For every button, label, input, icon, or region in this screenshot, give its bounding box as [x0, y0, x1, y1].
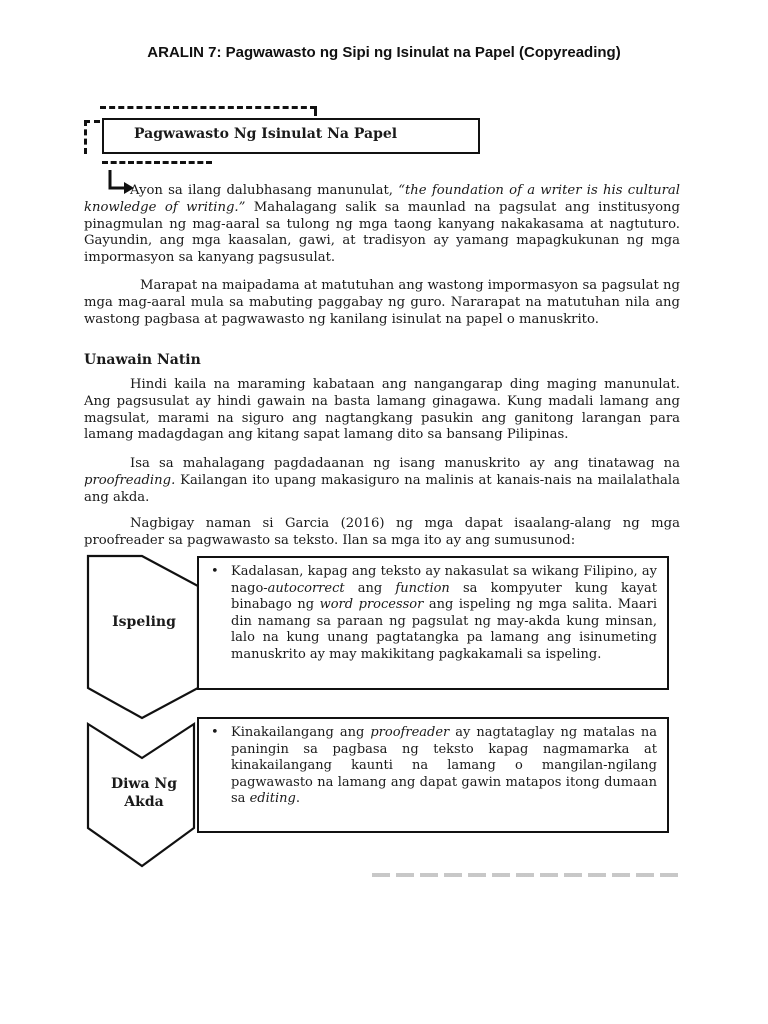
item-diwa-bullet-row — [207, 725, 657, 808]
intro-p2-text: Marapat na maipadama at matutuhan ang wastong impormasyon sa pagsulat ng mga mag-aaral mula sa mabuting paggabay ng guro. Nararapat na matutuhan nila ang wastong pagbasa at pagwawasto ng kanilang isinulat na papel o manuskrito. — [84, 278, 680, 327]
heading-box — [102, 118, 480, 154]
item-diwa-text — [231, 725, 657, 808]
item-diwa-label-line1: Diwa Ng — [110, 776, 178, 792]
intro-paragraph-2 — [84, 278, 680, 328]
ispeling-text-em: word processor — [319, 597, 424, 613]
ispeling-text-part: ang — [344, 580, 396, 596]
chevron-ispeling-shape — [88, 554, 194, 726]
item-ispeling-label: Ispeling — [112, 614, 176, 630]
intro-paragraph-1 — [84, 183, 680, 267]
section-paragraph-3 — [84, 516, 680, 550]
ispeling-text-part: sa kompyuter kung kayat binabago ng — [231, 580, 658, 613]
faded-footer-line — [372, 873, 682, 877]
chevron-shapes — [84, 548, 204, 873]
dashed-frame-bottom — [102, 161, 212, 164]
item-ispeling-text — [231, 564, 657, 664]
chevron-ispeling — [88, 556, 198, 718]
item-ispeling-box — [197, 556, 669, 690]
diwa-text-em: editing — [249, 791, 296, 807]
section-p1-text: Hindi kaila na maraming kabataan ang nangangarap ding maging manunulat. Ang pagsusulat ay hindi gawain na basta lamang ginagawa. Kung madali lamang ang magsulat, marami na siguro ang nagtangkang pasukin ang ganitong larangan para lamang madagdagan ang kitang sapat lamang dito sa bansang Pilipinas. — [84, 377, 680, 443]
section-paragraph-2 — [84, 456, 680, 506]
item-diwa-label-line2: Akda — [124, 794, 164, 810]
intro-p1-text-before: Ayon sa ilang dalubhasang manunulat, — [130, 183, 399, 198]
page-title: ARALIN 7: Pagwawasto ng Sipi ng Isinulat na Papel (Copyreading) — [147, 44, 621, 61]
diwa-text-part: ay nagtataglay ng matalas na paningin sa pagbasa ng teksto kapag nagmamarka at kinakailangang kaunti na lamang o mangilan-ngilang pagwawasto na lamang ang dapat gawin matapos itong dumaan sa — [231, 725, 657, 807]
bullet-icon: • — [211, 725, 219, 740]
section-p2-text-after: Kailangan ito upang makasiguro na malinis at kanais-nais na mailalathala ang akda. — [84, 472, 680, 505]
ispeling-text-part: Kadalasan, kapag ang teksto ay nakasulat sa wikang Filipino, ay nago- — [231, 564, 657, 596]
item-diwa-label — [96, 775, 192, 811]
ispeling-text-em: autocorrect — [267, 580, 345, 596]
diwa-text-part: Kinakailangang ang — [231, 725, 371, 740]
heading-text: Pagwawasto Ng Isinulat Na Papel — [134, 126, 398, 142]
item-diwa-box — [197, 717, 669, 833]
intro-p1-quote: “the foundation of a writer is his cultural knowledge of writing.” — [84, 183, 680, 215]
section-p3-text: Nagbigay naman si Garcia (2016) ng mga dapat isaalang-alang ng mga proofreader sa pagwawasto sa teksto. Ilan sa mga ito ay ang sumusunod: — [84, 516, 680, 548]
bullet-icon: • — [211, 564, 219, 579]
diwa-text-em: proofreader — [370, 725, 450, 740]
ispeling-text-part: ang ispeling ng mga salita. Maari din namang sa paraan ng pagsulat ng may-akda kung minsan, lalo na kung unang pagtatangka pa lamang ang isinumeting manuskrito ay may makikitang pagkakamali sa ispeling. — [231, 597, 657, 662]
section-p2-em: proofreading. — [84, 472, 176, 488]
ispeling-text-em: function — [395, 580, 450, 596]
section-title: Unawain Natin — [84, 352, 201, 368]
section-paragraph-1 — [84, 377, 680, 444]
dashed-frame-left — [84, 120, 87, 154]
section-p2-text-before: Isa sa mahalagang pagdadaanan ng isang manuskrito ay ang tinatawag na — [130, 456, 680, 471]
intro-p1-text-after: Mahalagang salik sa maunlad na pagsulat ang institusyong pinagmulan ng mag-aaral sa tulong ng mga taong kanyang nakakasama at nagtuturo. Gayundin, ang mga kaasalan, gawi, at tradisyon ay yamang mapagkukunan ng mga impormasyon sa kanyang pagsusulat. — [84, 199, 680, 266]
dashed-frame-right-tick — [314, 106, 317, 116]
diwa-text-part: . — [295, 791, 300, 807]
item-ispeling-bullet-row — [207, 564, 657, 664]
dashed-frame-top — [100, 106, 316, 109]
